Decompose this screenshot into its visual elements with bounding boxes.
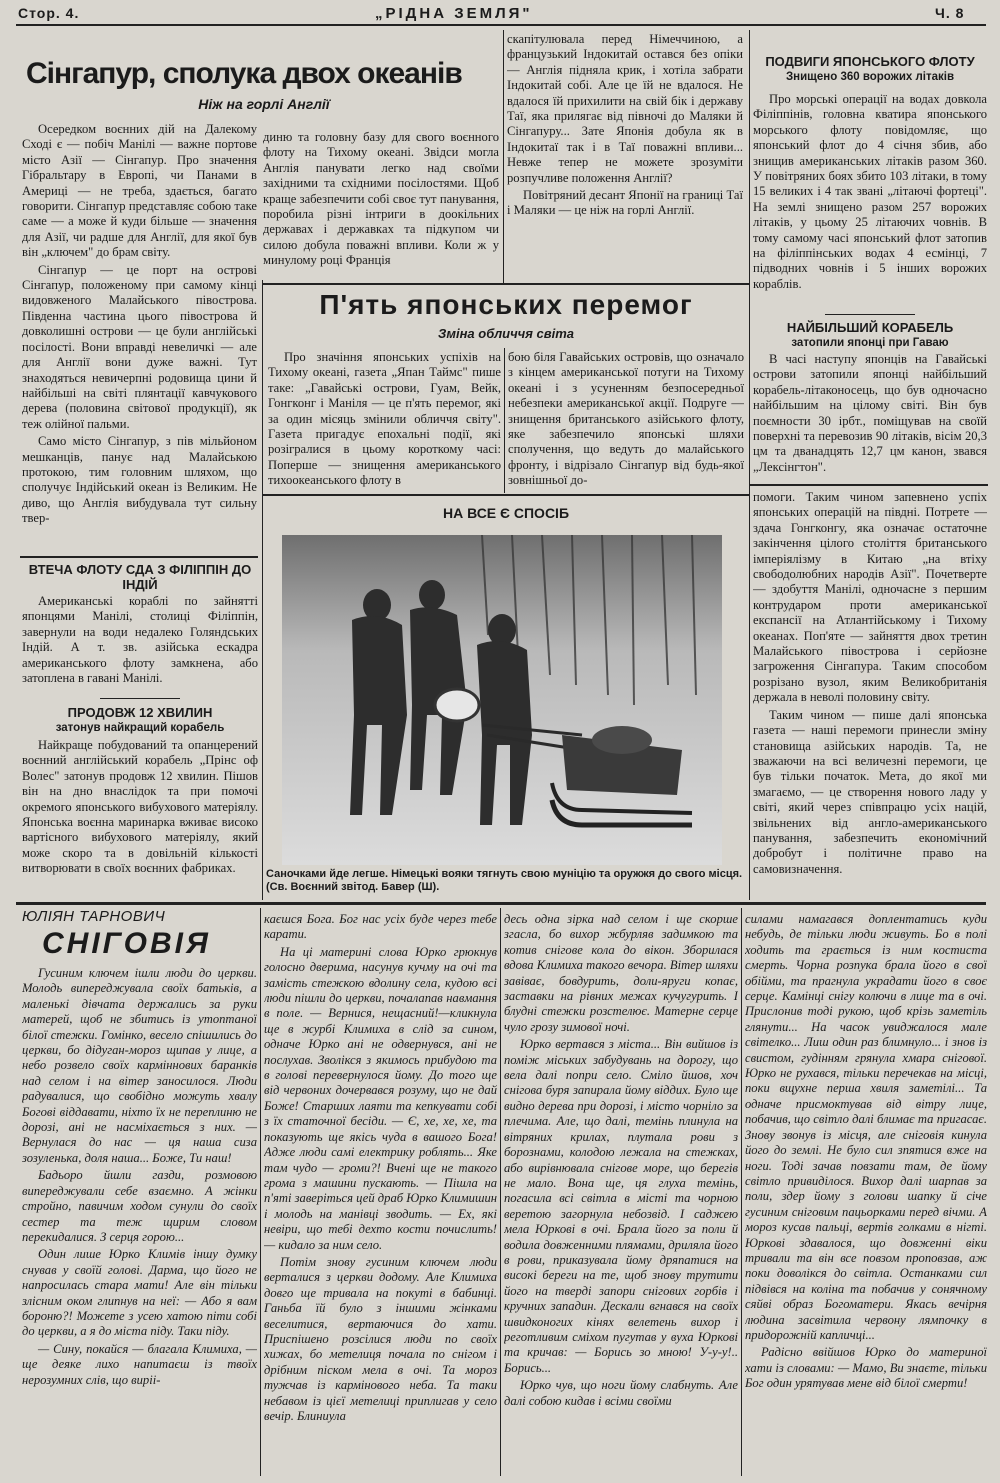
story-title: СНІГОВІЯ bbox=[42, 927, 211, 960]
sled-soldiers-photo bbox=[282, 535, 722, 865]
flight-title: ВТЕЧА ФЛОТУ СДА З ФІЛІППІН ДО ІНДІЙ bbox=[28, 562, 252, 592]
biggest-subtitle: затопили японці при Гаваю bbox=[791, 337, 949, 349]
story-col-4 bbox=[745, 912, 987, 1474]
photo-illustration bbox=[282, 535, 722, 865]
story-paragraph: силами намагався доплентатись куди небудь, де тільки люди живуть. Бо в полі ходить та грається із ним костиста смерть. Чорна розпука брала його в свої обійми, та прагнула украдати його в своє серце. Камінці снігу колючи в лице та в очі. Прислонив тоді рукою, щоб крізь заметіль глянути... На часок увиджалося мале світелко... Лиш один раз блимнуло... і знов із свистом, гудінням грянула хмара снігової. Юрко не рухався, тільки перечекав на місці, поки вщухне перша хвиля заметілі... Та одначе присмоктував від вітру лице, побачив, що світло далі блимає та пригасає. Знову звонув із місця, але сніговія кинула його до землі. Не було сил зпятися вже на ноги. Тоді зачав повзати там, де йому світло привиділося. Вихор далі шарпав за поли, здер йому з голови шапку й січе гусиним сніговим пацьорками перед вічми. А мороз кусав пальці, вертів голками в нігті. Юркові здавалося, що довженні віки тривали та він все повзом проповзав, аж поки доволікся до світла. Останками сил підвівся на коліна та побачив у сонячному сяйві образ Богоматери. Якась вечірня людина засвітила червону лямпочку в придорожній капличці... bbox=[745, 912, 987, 1342]
victories-col-2 bbox=[508, 350, 744, 490]
victories-paragraph: Про значіння японських успіхів на Тихому океані, газета „Япан Таймс" пише таке: „Гавайські острови, Гуам, Вейк, Гонгконг і Маніля — це п'ять перемог, які за один місяць змінили обличчя світу". Газета пригадує епохальні події, які розігралися в цьому короткому часі: Поперше — знищення американського тихоокеанського флоту в bbox=[268, 350, 501, 488]
singapore-paragraph: Осередком воєнних дій на Далекому Сході є — побіч Манілі — важне портове місто Азії — Сінгапур. Про значення Гібральтару в Европі, чи Панами в Америці — не треба, здається, багато говорити. Сінгапур представляє собою таке саме — а може й куди більше — значення для Азії, чи радше для Англії, для якої був він „ключем" до брам світу. bbox=[22, 122, 257, 260]
singapore-subtitle: Ніж на горлі Англії bbox=[198, 96, 330, 112]
story-paragraph: — Сину, покайся — благала Климиха, — ще деяке лихо напитаєш із твоїх нерозумних слів, що виріі- bbox=[22, 1341, 257, 1387]
twelve-text bbox=[22, 738, 258, 898]
column-rule bbox=[260, 908, 261, 1476]
feats-text bbox=[753, 92, 987, 310]
photo-caption bbox=[266, 868, 746, 894]
story-col-3 bbox=[504, 912, 738, 1474]
story-paragraph: Потім знову гусиним ключем люди верталися з церкви додому. Але Климиха довго ще тривала на покуті в бабинці. Ганьба їй було з іншими жінками веселитися, вертаючися до хати. Приспішено розсілися люди по своїх хижах, бо метелиця почала по снігом і дрібним піском мела в очі. Та мороз тужчав із кармінового неба. Та таки небавом із цієї метелиці приплигав у село вечір. Блиниула bbox=[264, 1254, 497, 1423]
twelve-title: ПРОДОВЖ 12 ХВИЛИН bbox=[67, 705, 213, 720]
singapore-col-1 bbox=[22, 122, 257, 552]
story-rule bbox=[16, 902, 986, 905]
column-rule bbox=[749, 30, 750, 900]
biggest-paragraph: В часі наступу японців на Гавайські острови затопили японці найбільший корабель-літаконосець, що був одночасно найбільшим на цілому світі. Він був поємности 30 ірбт., поміщував на своїй поверхні та перевозив 90 літаків, вісім 20,3 цм та дванадцять 12,7 цм канон, звався „Лексінгтон". bbox=[753, 352, 987, 474]
column-rule bbox=[503, 30, 504, 284]
issue-number: Ч. 8 bbox=[935, 5, 965, 21]
short-rule bbox=[100, 698, 180, 699]
victories-subtitle: Зміна обличчя світа bbox=[437, 326, 575, 341]
story-paragraph: Гусиним ключем ішли люди до церкви. Молодь випереджувала своїх батьків, а маленькі дівчата держались за руки матерей, щоб не збитись із утоптаної білої стежки. Гомінко, весело спішились до церкви, бо дідуган-мороз щипав у лице, а небо розвело своїх карміннових баранків над селом і на вітер заносилося. Люди радувалися, що свобідно можуть хвалу Богові віддавати, ніхто їх не переплиню не дорозі, ані не насміхається з них. — Вернулася до нас — ця наша сиза зозуленька, доля наша... Боже, Ти наш! bbox=[22, 966, 257, 1165]
singapore-paragraph: Само місто Сінгапур, з пів мільйоном мешканців, панує над Малайською протокою, тим головним шляхом, що сполучує Індійський океан із Великим. Не диво, що Англія вибудувала тут сильну твер- bbox=[22, 434, 257, 526]
short-rule bbox=[825, 314, 915, 315]
column-rule bbox=[504, 348, 505, 493]
photo-caption-text: Саночками йде легше. Німецькі вояки тягнуть свою муніцію та оружжя до свого місця. bbox=[266, 868, 743, 880]
story-author: ЮЛІЯН ТАРНОВИЧ bbox=[22, 908, 166, 925]
story-paragraph: На ці материні слова Юрко грюкнув голосно дверима, насунув кучму на очі та замість стежкою вдолину села, кудою всі люди пішли до церкви, почалапав навмання в поле. — Вернися, нещасний!—кликнула ще в журбі Климиха в слід за сином, одначе Юрко ані не одвернувся, ані не послухав. Зволікся з якимось прибудою та в голові перевернулося йому. До того ще від червоних дочервався розуму, що не дай Боже! Старших лаяти та кепкувати собі з їх статочної бесіди. — Є, хе, хе, хе, та показують ще якісь чуда в вашого Бога! Адже люди самі електрику роблять... Яке там чудо — громи?! Вчені ще не такого грома з машини пускають. — Пішла на п'яті заверіться цей драб Юрко Климишин і молодь на манівці зводить. — Ех, які невіри, що тебі дехто кости почислить! — кидало за ним село. bbox=[264, 944, 497, 1252]
story-paragraph: Один лише Юрко Климів іншу думку снував у своїй голові. Дарма, що його не напросилась стара мати! Але він тільки злісним оком глипнув на неї: — Або я вам бороню?! Можете з усею хатою піти собі до церкви, а я до міста піду. Таки піду. bbox=[22, 1247, 257, 1339]
column-rule bbox=[741, 908, 742, 1476]
column-rule bbox=[500, 908, 501, 1476]
victories-paragraph: Таким чином — пише далі японська газета — наші перемоги принесли зміну становища азійських народів. Та, не зважаючи на всі величезні перемоги, це був тільки початок. Мета, до якої ми змагаємо, — це створення нового ладу у світі, який через співпрацю усіх націй, звільнених від англо-американського панування, забезпечить економічний добробут і політичне право на самовизначення. bbox=[753, 707, 987, 876]
singapore-col-3 bbox=[507, 32, 743, 280]
flight-text bbox=[22, 594, 258, 694]
section-rule bbox=[263, 283, 749, 285]
singapore-paragraph: скапітулювала перед Німеччиною, а французький Індокитай остався без опіки — Англія підняла крик, і хотіла забрати Індокитай собі. Але це їй не вдалося. Не вдалося їй прихилити на свій бік і державу Таї, яка прилягає від півночі до Маляки й Сінгапуру... Зате Японія добула як в Індокитаї так і в Таї поважні впливи... Невже тепер не можете зрозуміти розпучливе положення Англії? bbox=[507, 32, 743, 185]
victories-col-1 bbox=[268, 350, 501, 490]
flight-paragraph: Американські кораблі по зайнятті японцями Манілі, столиці Філіппін, завернули на води недалеко Голяндських Індій. А т. зв. азійська ескадра американського флоту замкнена, або затоплена в гавані Манілі. bbox=[22, 594, 258, 686]
twelve-paragraph: Найкраще побудований та опанцерений воєнний англійський корабель „Прінс оф Волес" затонув продовж 12 хвилин. Пішов він на дно внаслідок та при помочі окремого японського вибухового матеріялу. Японська воєнна маринарка вживає високо вартісного вибухового матеріялу, який може скоро та в довільній кількості витворювати в своїх воєнних фабриках. bbox=[22, 738, 258, 876]
newspaper-name: „РІДНА ЗЕМЛЯ" bbox=[375, 5, 533, 22]
story-col-2 bbox=[264, 912, 497, 1474]
biggest-title: НАЙБІЛЬШИЙ КОРАБЕЛЬ bbox=[786, 320, 954, 335]
story-paragraph: Радісно ввійшов Юрко до материної хати із словами: — Мамо, Ви знаєте, тільки Бог один урятував мене від білої смерти! bbox=[745, 1345, 987, 1391]
story-paragraph: Бадьоро йшли газди, розмовою випереджували себе взаємно. А жінки стройно, павичим ходом сунули до своїх сестер та теж щирим словом перекидалися. З серця горою... bbox=[22, 1168, 257, 1244]
feats-title: ПОДВИГИ ЯПОНСЬКОГО ФЛОТУ bbox=[765, 54, 975, 69]
victories-col-3 bbox=[753, 490, 987, 898]
singapore-col-2 bbox=[263, 130, 499, 280]
section-rule bbox=[263, 494, 749, 496]
victories-paragraph: помоги. Таким чином запевнено успіх японських операцій на півдні. Потрете — здача Гонгконгу, яка означає остаточне закінчення цілого століття британського імперіялізму в Китаю „на втіху свободолюбних народів Азії". Почетверте — здобуття Манілі, одночасне з першим контрударом проти американської експансії на Атлантійському і Тихому океанах. Поп'яте — зайняття двох третин Малайського півострова і серйозне загроження Сінгапура. Таким способом розрізано вузол, яким Великобританія держала в неволі половину світу. bbox=[753, 490, 987, 705]
page-number: Стор. 4. bbox=[18, 5, 80, 21]
victories-paragraph: бою біля Гавайських островів, що означало з кінцем американської потуги на Тихому океані і з усуненням безпосередньої небезпеки американської акції. Подруге — знищення британського азійського флоту, яке забезпечило японські шляхи сполучення, що ведуть до малайського фронту, і відрізало Сінгапур від будь-якої зовнішньої до- bbox=[508, 350, 744, 488]
feats-subtitle: Знищено 360 ворожих літаків bbox=[785, 71, 955, 83]
twelve-subtitle: затонув найкращий корабель bbox=[55, 722, 225, 734]
singapore-paragraph: Сінгапур — це порт на острові Сінгапур, положеному при самому кінці видовженого Малайського півострова. Південна частина цього півострова й довколишні острови — це були англійські посілості. Вони вправді невеличкі — але для Англії вони дуже важні. Тут знаходяться невичерпні родовища цини й найбільші на світі плянтації кавчукового дерева (половина світової продукції), як теж олійної пальми. bbox=[22, 262, 257, 431]
section-rule bbox=[750, 484, 988, 486]
singapore-title: Сінгапур, сполука двох океанів bbox=[26, 57, 462, 90]
singapore-paragraph: диню та головну базу для свого воєнного флоту на Тихому океані. Звідси могла Англія панувати легко над своїми західними та східними посілостями. Щоб краще забезпечити собі своє тут панування, поробила різні інтриги в доокільних державах і державках та підкупом чи силою добула поважні впливи. Коли ж у минулому році Франція bbox=[263, 130, 499, 268]
feats-paragraph: Про морські операції на водах довкола Філіппінів, головна кватира японського морського флоту повідомляє, що японський флот до 4 січня збив, або знищив американських літаків разом 360. У повітряних боях збито 103 літаки, в тому 15 великих і 4 так звані „літаючі фортеці". На землі знищено разом 257 ворожих літаків, у цьому 25 літаючих човнів. В тому самому часі японський флот затопив на філіппінських водах 4 есмінці, 7 підводних човнів і 5 інших ворожих кораблів. bbox=[753, 92, 987, 291]
story-col-1 bbox=[22, 966, 257, 1474]
photo-credit: (Св. Воєнний звітод. Бавер (Ш). bbox=[266, 881, 440, 893]
story-paragraph: Юрко чув, що ноги йому слабнуть. Але далі собою кидав і всіми своїми bbox=[504, 1378, 738, 1408]
story-paragraph: Юрко вертався з міста... Він вийшов із поміж міських забудувань на дорогу, що вела далі попри село. Сміло йшов, хоч снігова буря запирала йому віддих. Було ще видно дерева при дорозі, і місто чорніло за плечима. Але, що далі, темінь плинула на вітряних крилах, плутала рови з борознами, колодою лежала на стежках, або вирівнювала снігове море, що берегів не мало. Вона ще, ця глуха темінь, погасила всі світла в місті та чорною веретою загорнула небозвід. І саджею мела Юркові в очі. Брала його за поли й водила довженними плямами, дриляла його в рови, приказувала йому дряпатися на високі береги на те, щоб знову трутити його на тверді запори снігових горбів і кручних западин. Дескали вгнався на своїх швидконогих кінях велетень вихор і реготливим сміхом пугутав у вуха Юркові та кричав: — Борись зо мною! У-у-у!.. Борись... bbox=[504, 1037, 738, 1375]
header-rule bbox=[16, 24, 986, 26]
biggest-text bbox=[753, 352, 987, 482]
story-paragraph: каєшся Бога. Бог нас усіх буде через тебе карати. bbox=[264, 912, 497, 942]
story-paragraph: десь одна зірка над селом і ще скорше згасла, бо вихор жбурляв задимкою та котив снігове кола до вікон. Зборилася вдова Климиха такого вечора. Вітер шляхи завіває, бовдурить, доли-яруги копає, заставки на рівних межах кучугурить. І блудні стежки розстелює. Матерне серце чуло грозу зимової ночі. bbox=[504, 912, 738, 1034]
photo-title: НА ВСЕ Є СПОСІБ bbox=[443, 505, 569, 521]
victories-title: П'ять японських перемог bbox=[319, 289, 693, 320]
singapore-paragraph: Повітряний десант Японії на границі Таї і Маляки — це ніж на горлі Англії. bbox=[507, 188, 743, 218]
column-rule bbox=[262, 280, 263, 900]
section-rule bbox=[20, 556, 258, 558]
